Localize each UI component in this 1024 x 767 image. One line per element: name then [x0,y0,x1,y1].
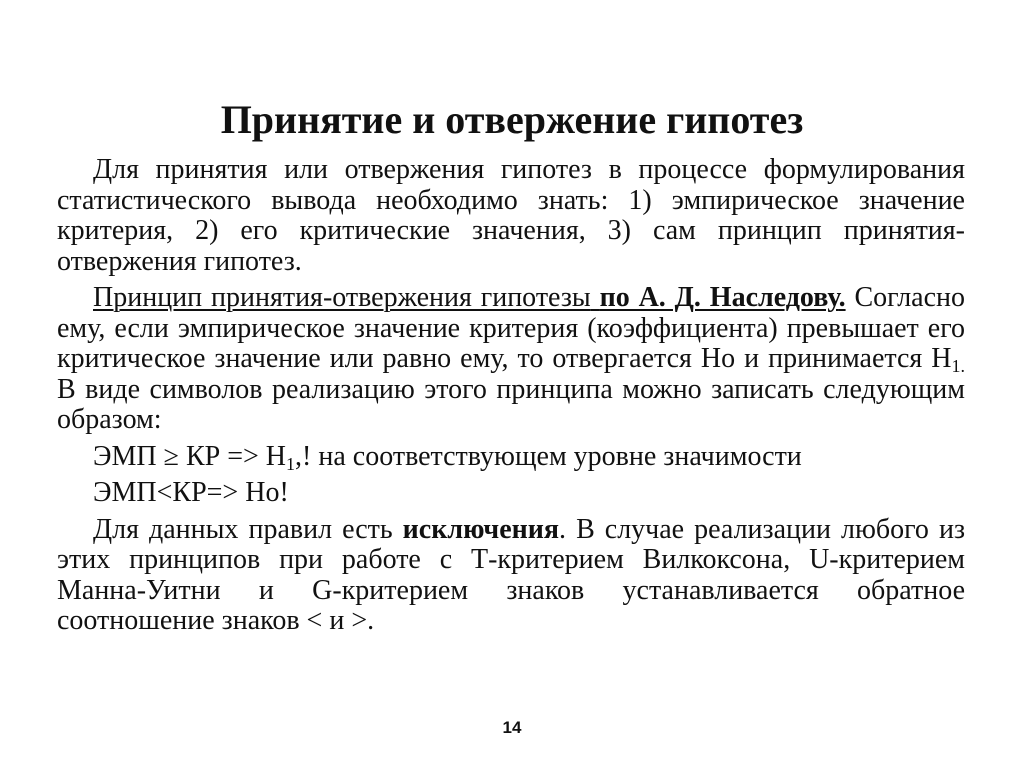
formula-reject-h0: ЭМП ≥ КР => $Н_1$,! на соответствующем уровне значимости [93,440,802,474]
paragraph-intro: Для принятия или отвержения гипотез в процессе формулирования статистического вывода необходимо знать: 1) эмпирическое значение критерия, 2) его критические значения, 3) сам принцип принятия-отвержения гипотез. [57,154,965,277]
slide-title: Принятие и отвержение гипотез [220,97,804,142]
exceptions-word: исключения [402,513,560,545]
formula-subscript: 1 [286,453,296,474]
formula-accept-h0: ЭМП<КР=> Но! [93,477,289,508]
principle-body-end: В виде символов реализацию этого принципа можно записать следующим образом: [57,373,965,435]
paragraph-principle [57,283,965,436]
principle-heading-text: Принцип принятия-отвержения гипотезы [93,282,591,313]
paragraph-exceptions: Для данных правил есть исключения. В случае реализации любого из этих принципов при работе с Т-критерием Вилкоксона, U-критерием Манна-Уитни и G-критерием знаков устанавливается обратное соотношение знаков < и >. [57,513,966,636]
principle-heading: Принцип принятия-отвержения гипотезы по А. Д. Наследову. [93,282,846,313]
slide-content [57,155,965,643]
page-number: 14 [502,718,522,737]
h1-subscript: 1. [951,356,965,376]
principle-body: Согласно ему, если эмпирическое значение критерия (коэффициента) превышает его критическое значение или равно ему, то отвергается Но и принимается Н [57,282,966,374]
principle-author: по А. Д. Наследову [599,282,839,313]
